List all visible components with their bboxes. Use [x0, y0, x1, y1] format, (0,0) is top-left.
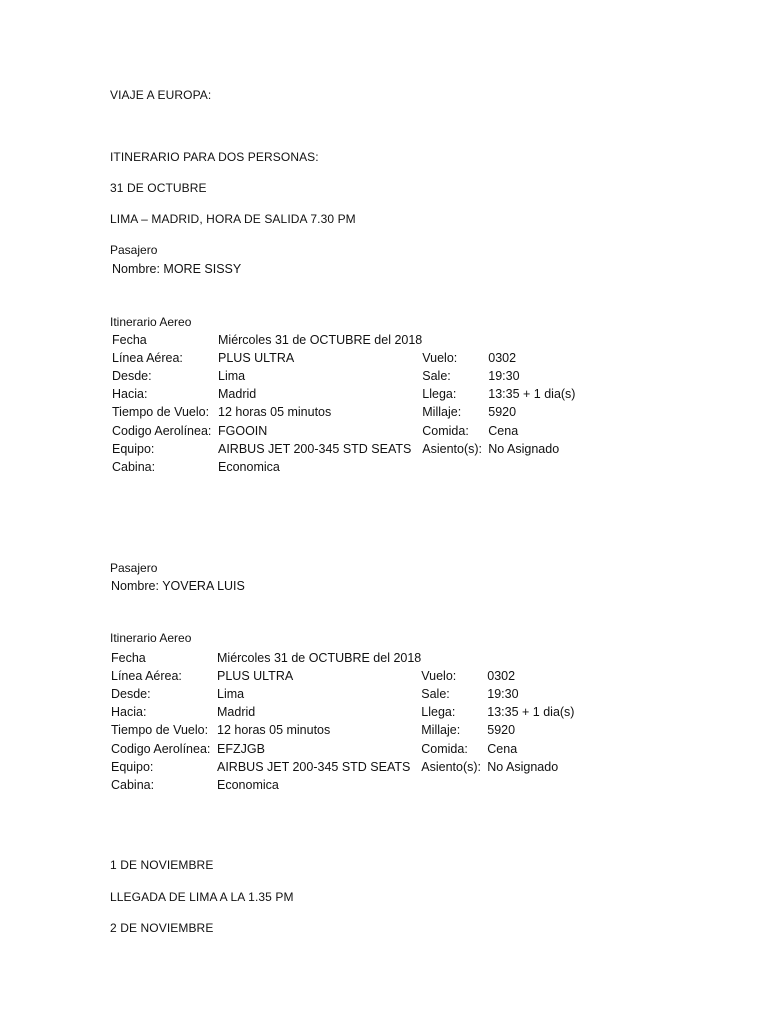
table-cell: Vuelo: [421, 669, 457, 684]
passenger-name-row [112, 262, 241, 276]
table-row [111, 776, 607, 794]
table-row [111, 649, 607, 667]
table-cell [421, 776, 487, 794]
table-cell: PLUS ULTRA [217, 669, 294, 684]
table-cell: 13:35 + 1 dia(s) [487, 705, 575, 720]
table-row [111, 703, 607, 721]
table-cell: Fecha [112, 333, 147, 348]
table-cell: 0302 [487, 669, 516, 684]
table-cell: Madrid [217, 705, 256, 720]
table-cell: Economica [217, 777, 279, 792]
table-cell: Llega: [422, 387, 457, 402]
table-row [111, 739, 607, 757]
table-cell [488, 458, 608, 476]
table-row [112, 421, 608, 439]
table-cell: Sale: [421, 687, 450, 702]
flight-table [112, 331, 608, 476]
table-cell: Millaje: [421, 723, 461, 738]
table-cell: Sale: [422, 369, 451, 384]
table-cell: Tiempo de Vuelo: [111, 723, 209, 738]
table-cell: Llega: [421, 705, 456, 720]
table-cell: 5920 [487, 723, 516, 738]
table-cell: 19:30 [488, 369, 520, 384]
table-cell: Comida: [422, 423, 469, 438]
table-cell: Equipo: [111, 759, 154, 774]
name-label: Nombre: [111, 579, 159, 593]
itinerary-label: Itinerario Aereo [110, 631, 192, 645]
name-label: Nombre: [112, 262, 160, 276]
document-heading: VIAJE A EUROPA: [110, 88, 212, 102]
table-cell: Miércoles 31 de OCTUBRE del 2018 [217, 651, 422, 666]
table-row [112, 385, 608, 403]
table-cell: 12 horas 05 minutos [217, 723, 331, 738]
table-cell: Codigo Aerolínea: [111, 741, 211, 756]
table-cell: No Asignado [488, 441, 560, 456]
table-cell: Asiento(s): [422, 441, 483, 456]
table-row [112, 349, 608, 367]
table-cell: AIRBUS JET 200-345 STD SEATS [218, 441, 412, 456]
table-cell: Vuelo: [422, 351, 458, 366]
table-cell [488, 331, 608, 349]
table-cell: No Asignado [487, 759, 559, 774]
table-cell: 5920 [488, 405, 517, 420]
table-cell: Desde: [111, 687, 151, 702]
table-row [112, 331, 608, 349]
table-cell: Línea Aérea: [111, 669, 182, 684]
table-cell: FGOOIN [218, 423, 268, 438]
table-cell: Tiempo de Vuelo: [112, 405, 210, 420]
table-cell [487, 776, 607, 794]
table-cell: Lima [218, 369, 246, 384]
table-cell: Equipo: [112, 441, 155, 456]
passenger-name: MORE SISSY [163, 262, 242, 276]
table-cell: Desde: [112, 369, 152, 384]
table-row [111, 721, 607, 739]
arrival-line: LLEGADA DE LIMA A LA 1.35 PM [110, 890, 294, 904]
table-cell: EFZJGB [217, 741, 265, 756]
table-cell: Economica [218, 459, 280, 474]
flight-table [111, 649, 607, 794]
table-cell: 12 horas 05 minutos [218, 405, 332, 420]
table-cell [422, 458, 488, 476]
table-cell: Miércoles 31 de OCTUBRE del 2018 [218, 333, 423, 348]
table-row [112, 403, 608, 421]
route-line: LIMA – MADRID, HORA DE SALIDA 7.30 PM [110, 212, 356, 226]
table-cell: Fecha [111, 651, 146, 666]
departure-date: 31 DE OCTUBRE [110, 181, 207, 195]
table-cell [422, 331, 488, 349]
table-cell: 0302 [488, 351, 517, 366]
itinerary-label: Itinerario Aereo [110, 315, 192, 329]
arrival-date: 1 DE NOVIEMBRE [110, 858, 214, 872]
table-cell: Comida: [421, 741, 468, 756]
passenger-name-row [111, 579, 245, 593]
table-cell: Cabina: [111, 777, 155, 792]
passenger-section-label: Pasajero [110, 561, 158, 575]
table-cell: AIRBUS JET 200-345 STD SEATS [217, 759, 411, 774]
table-cell: Codigo Aerolínea: [112, 423, 212, 438]
table-row [111, 758, 607, 776]
table-cell: Lima [217, 687, 245, 702]
table-cell [487, 649, 607, 667]
table-row [111, 685, 607, 703]
table-cell: Línea Aérea: [112, 351, 183, 366]
table-row [112, 458, 608, 476]
table-cell: Cabina: [112, 459, 156, 474]
table-cell: Cena [487, 741, 518, 756]
table-row [112, 367, 608, 385]
passenger-section-label: Pasajero [110, 243, 158, 257]
table-cell: 19:30 [487, 687, 519, 702]
itinerary-title: ITINERARIO PARA DOS PERSONAS: [110, 150, 319, 164]
table-cell: Cena [488, 423, 519, 438]
table-cell: Millaje: [422, 405, 462, 420]
table-cell: Asiento(s): [421, 759, 482, 774]
passenger-name: YOVERA LUIS [162, 579, 245, 593]
table-cell [421, 649, 487, 667]
table-row [111, 667, 607, 685]
table-row [112, 440, 608, 458]
table-cell: 13:35 + 1 dia(s) [488, 387, 576, 402]
next-date: 2 DE NOVIEMBRE [110, 921, 214, 935]
table-cell: PLUS ULTRA [218, 351, 295, 366]
table-cell: Hacia: [112, 387, 148, 402]
table-cell: Hacia: [111, 705, 147, 720]
table-cell: Madrid [218, 387, 257, 402]
